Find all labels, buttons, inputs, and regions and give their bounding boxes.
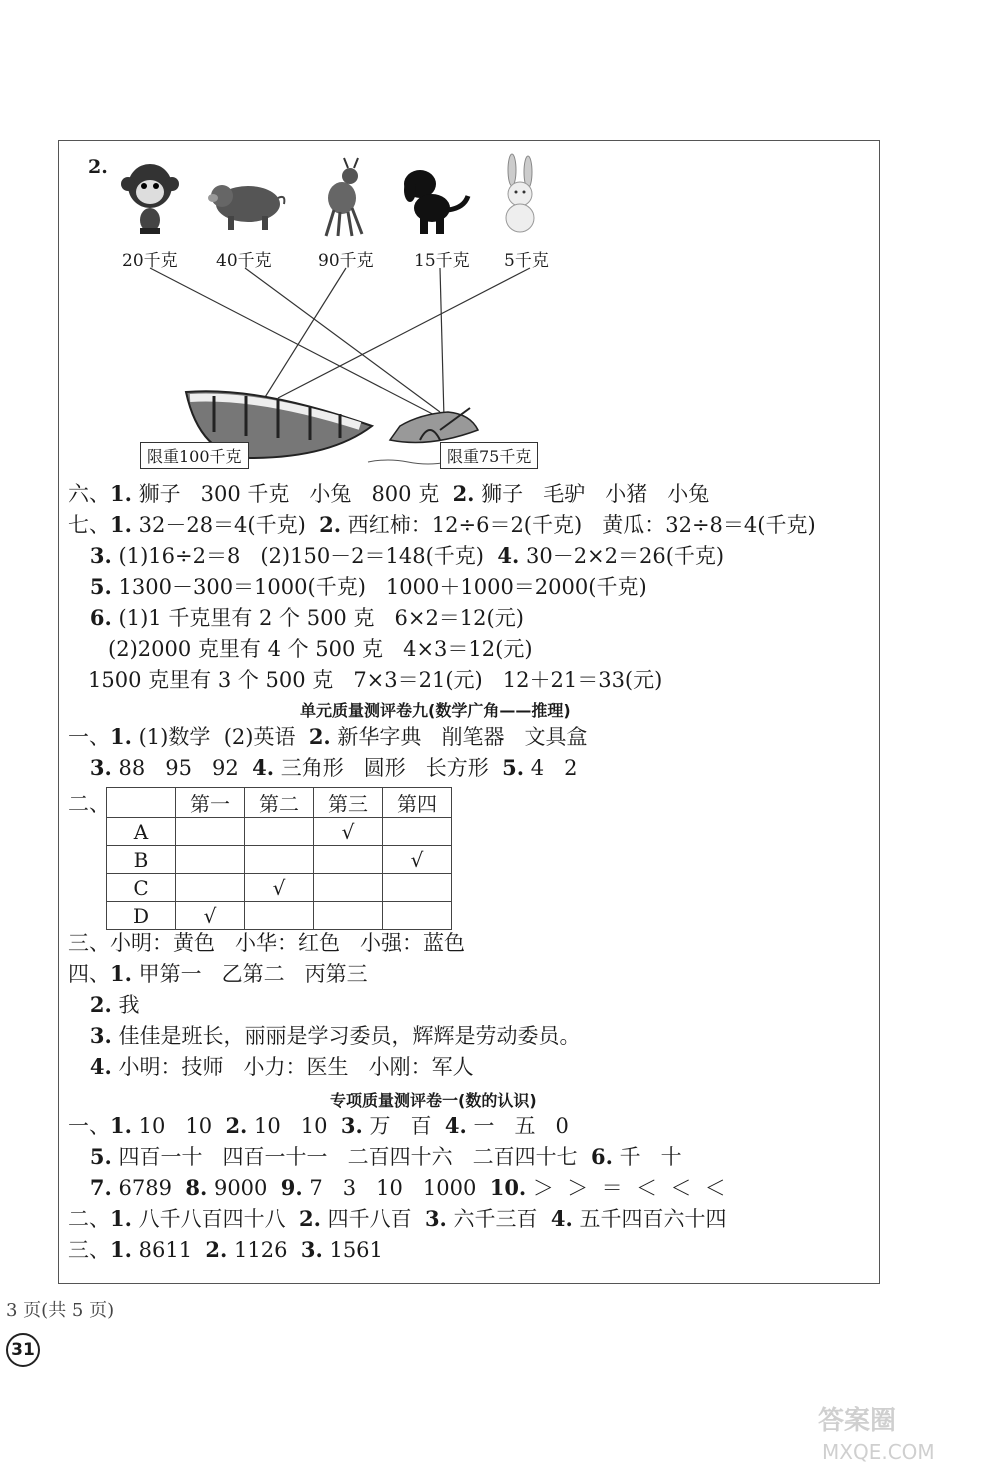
answer-text: 三角形 圆形 长方形: [274, 756, 503, 780]
answer-text: 八千八百四十八: [131, 1207, 299, 1231]
weight-label-rabbit: 5千克: [504, 251, 549, 271]
watermark-logo: [818, 1405, 988, 1465]
answer-text: 9000: [207, 1176, 281, 1200]
row-label: C: [107, 874, 176, 902]
answer-line: [68, 929, 465, 957]
answer-text: 三、小明：黄色 小华：红色 小强：蓝色: [68, 931, 466, 955]
answer-text: 六千三百: [446, 1207, 551, 1231]
answer-line: [68, 635, 533, 663]
question-number: 8.: [185, 1175, 208, 1200]
table-row: [107, 874, 452, 902]
table-cell: √: [245, 874, 314, 902]
answer-line: [68, 1053, 474, 1081]
table-cell: [383, 902, 452, 930]
answer-text: (1)16÷2＝8 (2)150－2＝148(千克): [111, 544, 498, 568]
question-number: 3.: [68, 755, 112, 780]
table-cell: √: [314, 818, 383, 846]
answer-text: 4 2: [524, 756, 578, 780]
table-cell: √: [176, 902, 245, 930]
svg-text:答案圈: 答案圈: [818, 1406, 897, 1436]
question-number: 9.: [280, 1175, 303, 1200]
question-number: 1.: [110, 481, 132, 506]
answer-text: 10 10: [131, 1114, 226, 1138]
question-number: 3.: [68, 543, 112, 568]
answer-line: [68, 1022, 581, 1050]
section-title-special-1: 专项质量测评卷一(数的认识): [330, 1091, 537, 1110]
table-cell: [245, 902, 314, 930]
answer-text: 88 95 92: [111, 756, 253, 780]
page-footer: 3 页(共 5 页): [6, 1300, 115, 1321]
table-row: [107, 846, 452, 874]
table-header-cell: 第四: [383, 788, 452, 818]
answer-text: 一 五 0: [466, 1114, 569, 1138]
row-label: A: [107, 818, 176, 846]
answer-line: [68, 511, 816, 539]
answer-line: [68, 991, 140, 1019]
table-cell: √: [383, 846, 452, 874]
answer-text: 新华字典 削笔器 文具盒: [330, 725, 588, 749]
table-row: [107, 902, 452, 930]
question-number: 2.: [225, 1113, 248, 1138]
question-number: 2.: [298, 1206, 321, 1231]
section-number: 六、: [68, 482, 110, 506]
pig-icon: [208, 185, 284, 230]
answer-line: [68, 604, 524, 632]
question-number: 3.: [424, 1206, 447, 1231]
answer-text: 五千四百六十四: [572, 1207, 727, 1231]
answer-text: 四百一十 四百一十一 二百四十六 二百四十七: [111, 1145, 591, 1169]
table-header-cell: 第三: [314, 788, 383, 818]
table-header-row: [107, 788, 452, 818]
answer-line: [68, 1205, 727, 1233]
answer-line: [68, 723, 587, 751]
question-number: 6.: [590, 1144, 613, 1169]
answer-line: [68, 542, 724, 570]
weight-label-dog: 15千克: [414, 251, 470, 271]
answer-text: 狮子 毛驴 小猪 小兔: [474, 482, 710, 506]
answer-text: 小明：技师 小力：医生 小刚：军人: [111, 1055, 474, 1079]
answer-text: 1126: [227, 1238, 301, 1262]
question-number: 4.: [68, 1054, 112, 1079]
rabbit-icon: [506, 154, 534, 232]
table-header-cell: 第二: [245, 788, 314, 818]
table-cell: [176, 846, 245, 874]
answer-text: 千 十: [612, 1145, 682, 1169]
question-number: 3.: [300, 1237, 323, 1262]
weight-label-pig: 40千克: [216, 251, 272, 271]
answer-text: 三、: [68, 1238, 110, 1262]
answer-line: [68, 754, 578, 782]
answer-text: 1500 克里有 3 个 500 克 7×3＝21(元) 12＋21＝33(元): [68, 668, 663, 692]
answer-line: [68, 480, 709, 508]
page-number-badge: 31: [6, 1333, 40, 1367]
question-number: 1.: [110, 1113, 132, 1138]
answer-text: 10 10: [247, 1114, 341, 1138]
answer-text: 一、: [68, 1114, 110, 1138]
answer-text: (1)数学 (2)英语: [131, 725, 309, 749]
answer-text: 万 百: [362, 1114, 445, 1138]
table-cell: [176, 818, 245, 846]
answer-text: 二、: [68, 1207, 110, 1231]
small-boat-limit: 限重75千克: [440, 442, 538, 469]
answer-text: ＞ ＞ ＝ ＜ ＜ ＜: [526, 1176, 726, 1200]
question-number: 5.: [68, 574, 112, 599]
answer-text: 6789: [111, 1176, 186, 1200]
question-number: 1.: [110, 961, 132, 986]
row-label: D: [107, 902, 176, 930]
answer-text: 西红柿：12÷6＝2(千克) 黄瓜：32÷8＝4(千克): [341, 513, 816, 537]
question-number: 2.: [319, 512, 342, 537]
answer-text: 1300－300＝1000(千克) 1000＋1000＝2000(千克): [111, 575, 647, 599]
table-cell: [314, 874, 383, 902]
section-title-unit-9: 单元质量测评卷九(数学广角——推理): [300, 701, 571, 720]
answer-text: 四、: [68, 962, 110, 986]
answer-text: 30－2×2＝26(千克): [519, 544, 725, 568]
answer-line: [68, 1236, 383, 1264]
answer-text: (2)2000 克里有 4 个 500 克 4×3＝12(元): [68, 637, 533, 661]
table-row: [107, 818, 452, 846]
big-boat-limit: 限重100千克: [140, 442, 249, 469]
table-cell: [383, 818, 452, 846]
answer-text: 7 3 10 1000: [302, 1176, 490, 1200]
answer-line: [68, 573, 647, 601]
answer-text: 我: [111, 993, 140, 1017]
answer-line: [68, 960, 368, 988]
question-number: 3.: [68, 1023, 112, 1048]
answer-text: 一、: [68, 725, 110, 749]
watermark-text: MXQE.COM: [822, 1440, 935, 1464]
dog-icon: [404, 170, 468, 234]
question-number: 2.: [452, 481, 475, 506]
question-number: 1.: [110, 1237, 132, 1262]
table-cell: [176, 874, 245, 902]
table-header-cell: [107, 788, 176, 818]
question-number: 1.: [110, 1206, 132, 1231]
table-cell: [314, 902, 383, 930]
question-label-two: 二、: [68, 792, 110, 816]
table-header-cell: 第一: [176, 788, 245, 818]
answer-line: [68, 1174, 726, 1202]
weight-label-deer: 90千克: [318, 251, 374, 271]
monkey-icon: [121, 164, 179, 234]
row-label: B: [107, 846, 176, 874]
question-number: 10.: [489, 1175, 527, 1200]
answer-line: [68, 1112, 569, 1140]
answer-text: 甲第一 乙第二 丙第三: [131, 962, 368, 986]
question-number: 5.: [68, 1144, 112, 1169]
question-number: 7.: [68, 1175, 112, 1200]
question-number: 4.: [497, 543, 520, 568]
question-number: 4.: [252, 755, 275, 780]
answer-text: 8611: [131, 1238, 206, 1262]
answer-text: 狮子 300 千克 小兔 800 克: [131, 482, 453, 506]
question-number: 6.: [68, 605, 112, 630]
answer-line: [68, 1143, 682, 1171]
question-number: 2.: [308, 724, 331, 749]
question-number: 4.: [444, 1113, 467, 1138]
question-number: 3.: [340, 1113, 363, 1138]
answer-text: 佳佳是班长，丽丽是学习委员，辉辉是劳动委员。: [111, 1024, 581, 1048]
question-number: 2.: [205, 1237, 228, 1262]
question-number: 2.: [68, 992, 112, 1017]
answer-line: [68, 666, 662, 694]
weight-label-monkey: 20千克: [122, 251, 178, 271]
table-cell: [314, 846, 383, 874]
reasoning-table: [106, 787, 452, 930]
table-cell: [245, 846, 314, 874]
deer-icon: [326, 158, 362, 236]
question-2-label: 2.: [88, 156, 108, 178]
question-number: 5.: [502, 755, 525, 780]
section-number: 七、: [68, 513, 110, 537]
animal-illustrations: [0, 0, 1000, 480]
question-number: 4.: [550, 1206, 573, 1231]
answer-text: 1561: [322, 1238, 383, 1262]
table-cell: [383, 874, 452, 902]
table-cell: [245, 818, 314, 846]
answer-text: 32－28＝4(千克): [131, 513, 320, 537]
answer-text: 四千八百: [320, 1207, 425, 1231]
question-number: 1.: [110, 512, 132, 537]
question-number: 1.: [110, 724, 132, 749]
answer-text: (1)1 千克里有 2 个 500 克 6×2＝12(元): [111, 606, 524, 630]
